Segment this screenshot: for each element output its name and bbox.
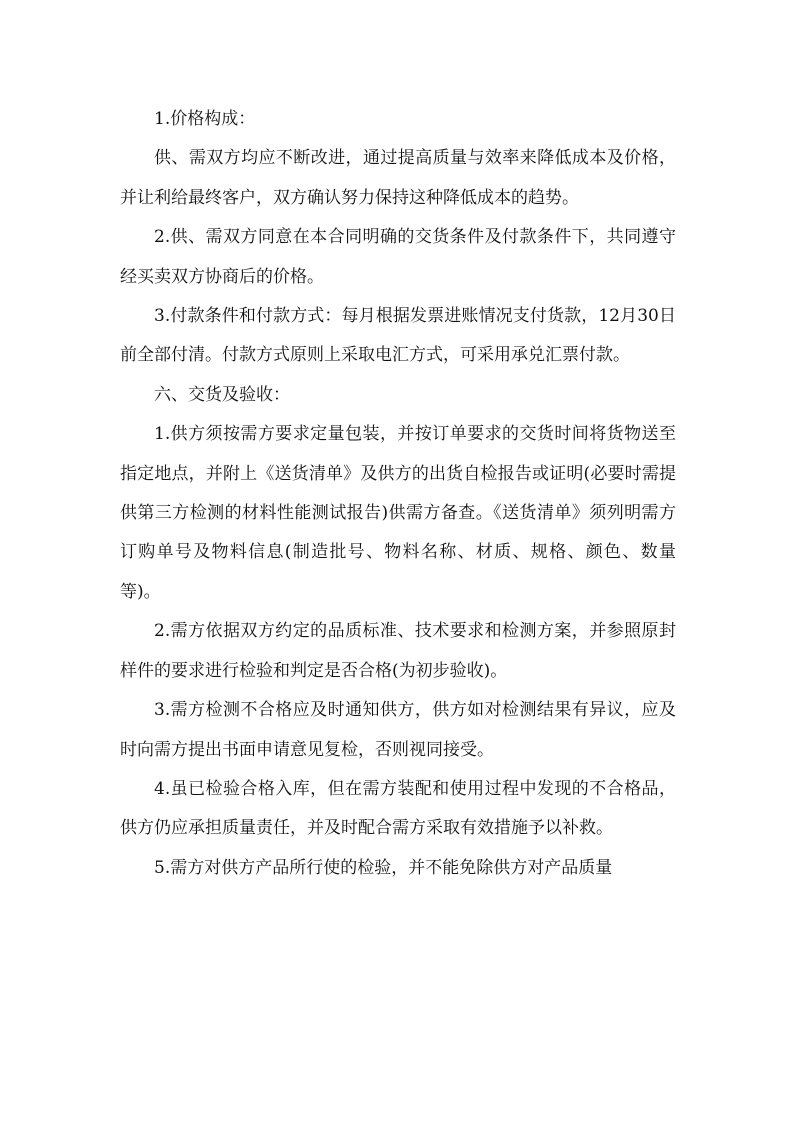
- paragraph-packaging-delivery: 1.供方须按需方要求定量包装，并按订单要求的交货时间将货物送至指定地点，并附上《送货清单》及供方的出货自检报告或证明(必要时需提供第三方检测的材料性能测试报告)供需方备查。《送货清单》须列明需方订购单号及物料信息(制造批号、物料名称、材质、规格、颜色、数量等)。: [120, 424, 676, 602]
- paragraph-nonconformity-notice: 3.需方检测不合格应及时通知供方，供方如对检测结果有异议，应及时向需方提出书面申请意见复检，否则视同接受。: [120, 700, 676, 760]
- paragraph-payment-terms: 3.付款条件和付款方式：每月根据发票进账情况支付货款，12月30日前全部付清。付款方式原则上采取电汇方式，可采用承兑汇票付款。: [120, 306, 676, 366]
- section-heading-delivery-acceptance: 六、交货及验收：: [154, 384, 290, 405]
- paragraph-inspection-standard: 2.需方依据双方约定的品质标准、技术要求和检测方案，并参照原封样件的要求进行检验和判定是否合格(为初步验收)。: [120, 621, 676, 681]
- paragraph-agreed-price: 2.供、需双方同意在本合同明确的交货条件及付款条件下，共同遵守经买卖双方协商后的价格。: [120, 227, 676, 287]
- paragraph-quality-responsibility: 4.虽已检验合格入库，但在需方装配和使用过程中发现的不合格品，供方仍应承担质量责任，并及时配合需方采取有效措施予以补救。: [120, 778, 676, 839]
- paragraph-cost-reduction: 供、需双方均应不断改进，通过提高质量与效率来降低成本及价格，并让利给最终客户，双方确认努力保持这种降低成本的趋势。: [120, 148, 676, 208]
- paragraph-inspection-exemption: 5.需方对供方产品所行使的检验，并不能免除供方对产品质量: [154, 857, 613, 878]
- document-body: [120, 100, 676, 888]
- paragraph-price-composition-heading: 1.价格构成：: [154, 109, 256, 129]
